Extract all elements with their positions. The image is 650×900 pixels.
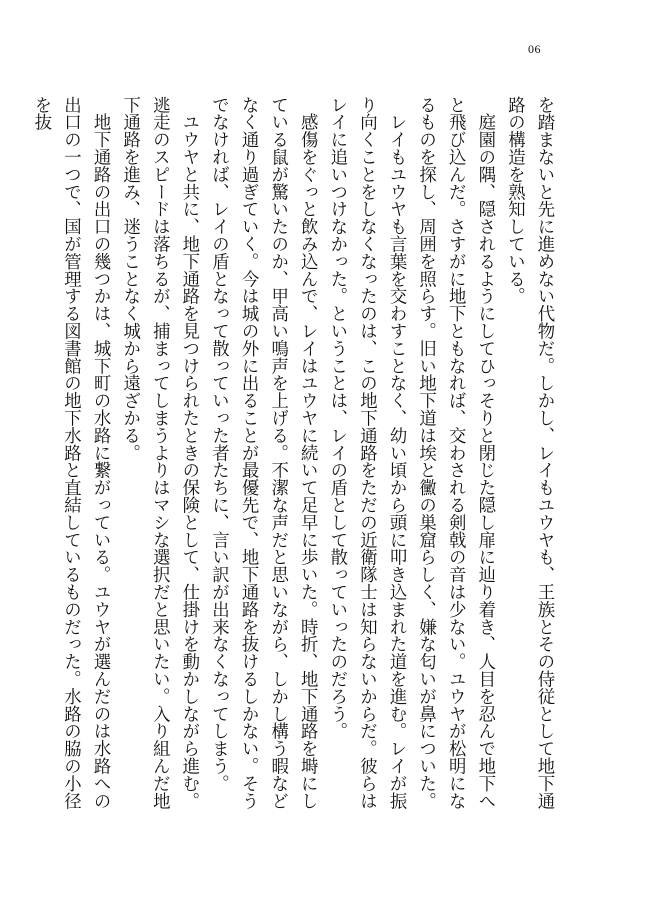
- paragraph-2: 庭園の隅、隠されるようにしてひっそりと閉じた隠し扉に辿り着き、人目を忍んで地下へと飛び込んだ。さすがに地下ともなれば、交わされる剣戟の音は少ない。ユウヤが松明になるものを探し、周囲を照らす。旧い地下道は埃と黴の巣窟らしく、嫌な匂いが鼻についた。: [415, 96, 495, 810]
- paragraph-6: 地下通路の出口の幾つかは、城下町の水路に繋がっている。ユウヤが選んだのは水路への出口の一つで、国が管理する図書館の地下水路と直結しているものだった。水路の脇の小径を抜: [30, 96, 111, 810]
- paragraph-1: を踏まないと先に進めない代物だ。しかし、レイもユウヤも、王族とその侍従として地下通路の構造を熟知している。: [504, 96, 554, 810]
- vertical-text-body: [25, 96, 558, 816]
- page-number: 06: [528, 42, 541, 56]
- paragraph-5: ユウヤと共に、地下通路を見つけられたときの保険として、仕掛けを動かしながら進む。逃走のスピードは落ちるが、捕まってしまうよりはマシな選択だと思いたい。入り組んだ地下通路を進み、迷うことなく城から遠ざかる。: [119, 96, 199, 810]
- paragraph-3: レイもユウヤも言葉を交わすことなく、幼い頃から頭に叩き込まれた道を進む。レイが振り向くことをしなくなったのは、この地下通路をただの近衛隊士は知らないからだ。彼らはレイに追いつけなかった。ということは、レイの盾として散っていったのだろう。: [326, 96, 407, 810]
- paragraph-4: 感傷をぐっと飲み込んで、レイはユウヤに続いて足早に歩いた。時折、地下通路を塒にしている鼠が驚いたのか、甲高い鳴声を上げる。不潔な声だと思いながら、しかし構う暇などなく通り過ぎていく。今は城の外に出ることが最優先で、地下通路を抜けるしかない。そうでなければ、レイの盾となって散っていった者たちに、言い訳が出来なくなってしまう。: [208, 96, 318, 810]
